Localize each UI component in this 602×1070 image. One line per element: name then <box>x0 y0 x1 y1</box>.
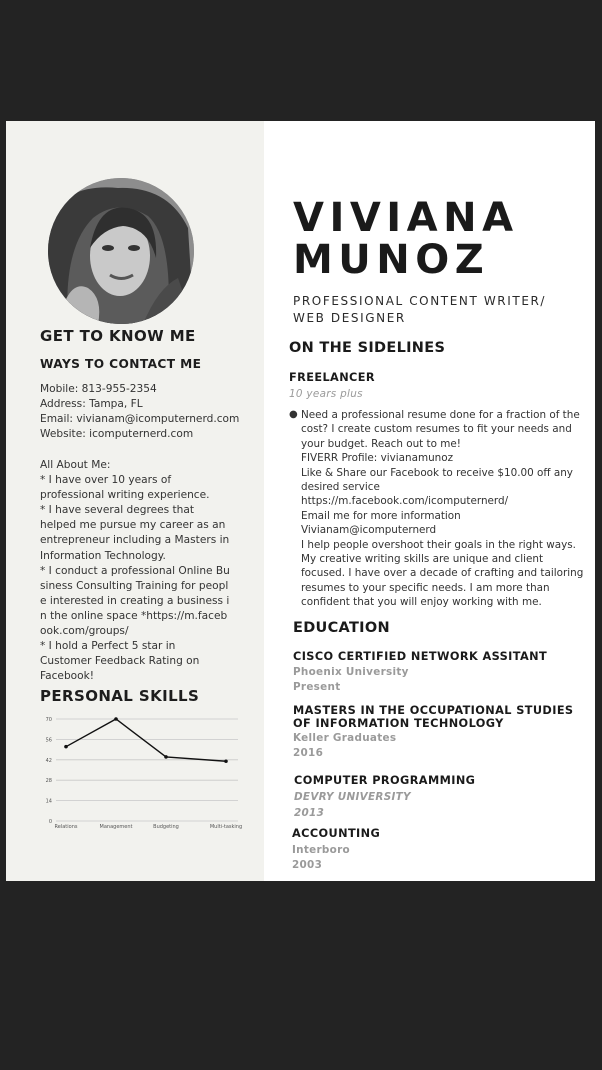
freelancer-title: FREELANCER <box>289 371 375 384</box>
education-year: 2016 <box>293 747 324 759</box>
bullet-item <box>289 408 589 610</box>
education-year: 2003 <box>292 859 323 871</box>
education-year: 2013 <box>294 807 325 819</box>
about-line: * I have over 10 years of professional writing experience. <box>40 474 210 502</box>
last-name: MUNOZ <box>293 237 490 283</box>
contact-block <box>40 382 240 442</box>
education-school: Interboro <box>292 844 350 856</box>
contact-heading: WAYS TO CONTACT ME <box>40 357 202 371</box>
y-tick-label: 42 <box>45 757 52 764</box>
about-line: * I hold a Perfect 5 star in Customer Feedback Rating on Facebook! <box>40 640 200 683</box>
data-point <box>224 759 228 763</box>
about-line: * I conduct a professional Online Business Consulting Training for people interested in creating a business in the online space *https://m.facebook.com/groups/ <box>40 564 230 638</box>
about-heading: All About Me: <box>40 459 111 471</box>
data-point <box>114 717 118 721</box>
education-school: DEVRY UNIVERSITY <box>294 791 411 803</box>
main-content <box>264 121 595 881</box>
education-degree: COMPUTER PROGRAMMING <box>294 774 476 787</box>
x-tick-label: Multi-tasking <box>209 824 243 830</box>
y-tick-label: 28 <box>45 778 52 785</box>
education-school: Phoenix University <box>293 666 409 678</box>
education-school: Keller Graduates <box>293 732 397 744</box>
contact-address: Address: Tampa, FL <box>40 398 143 411</box>
full-name <box>293 197 519 281</box>
bullet-line: Email me for more information <box>301 509 461 522</box>
education-degree: MASTERS IN THE OCCUPATIONAL STUDIES OF INFORMATION TECHNOLOGY <box>293 704 574 730</box>
freelancer-period: 10 years plus <box>289 388 363 400</box>
contact-mobile: Mobile: 813-955-2354 <box>40 383 157 395</box>
series-line <box>66 719 226 761</box>
data-point <box>64 745 68 749</box>
bullet-line: https://m.facebook.com/icomputernerd/ <box>301 495 509 508</box>
contact-website: Website: icomputernerd.com <box>40 428 194 441</box>
education-heading: EDUCATION <box>293 620 390 636</box>
job-title: PROFESSIONAL CONTENT WRITER/ WEB DESIGNER <box>293 294 547 325</box>
y-tick-label: 0 <box>48 819 52 825</box>
about-block <box>40 458 230 684</box>
skills-chart <box>34 713 244 838</box>
education-degree: CISCO CERTIFIED NETWORK ASSITANT <box>293 650 548 663</box>
sidelines-heading: ON THE SIDELINES <box>289 340 446 356</box>
profile-photo <box>48 178 194 324</box>
bullet-line: FIVERR Profile: vivianamunoz <box>301 452 454 465</box>
contact-email: Email: vivianam@icomputernerd.com <box>40 413 240 426</box>
portrait-image <box>48 178 194 324</box>
about-line: * I have several degrees that helped me pursue my career as an entrepreneur including a Masters in Information Technology. <box>40 504 230 562</box>
freelancer-bullets <box>289 408 589 610</box>
resume-page <box>6 121 595 881</box>
bullet-line: I help people overshoot their goals in the right ways. My creative writing skills are unique and client focused. I have over a decade of crafting and tailoring resumes to your specific needs. I am more than confident that you will enjoy working with me. <box>301 538 584 609</box>
bullet-line: Vivianam@icomputernerd <box>301 524 437 537</box>
first-name: VIVIANA <box>293 195 519 241</box>
bullet-line: Need a professional resume done for a fraction of the cost? I create custom resumes to fit your needs and your budget. Reach out to me! <box>301 409 580 450</box>
x-tick-label: Budgeting <box>153 824 179 830</box>
y-tick-label: 14 <box>45 798 52 805</box>
y-tick-label: 56 <box>45 737 52 744</box>
data-point <box>164 755 168 759</box>
education-year: Present <box>293 681 341 693</box>
bullet-dot-icon: ● <box>289 409 298 420</box>
personal-skills-heading: PERSONAL SKILLS <box>40 687 200 705</box>
y-tick-label: 70 <box>45 717 52 723</box>
x-tick-label: Relations <box>54 824 78 830</box>
x-tick-label: Management <box>99 824 133 830</box>
education-degree: ACCOUNTING <box>292 827 381 840</box>
left-sidebar <box>6 121 264 881</box>
bullet-line: Like & Share our Facebook to receive $10.00 off any desired service <box>301 466 573 494</box>
get-to-know-heading: GET TO KNOW ME <box>40 327 196 345</box>
